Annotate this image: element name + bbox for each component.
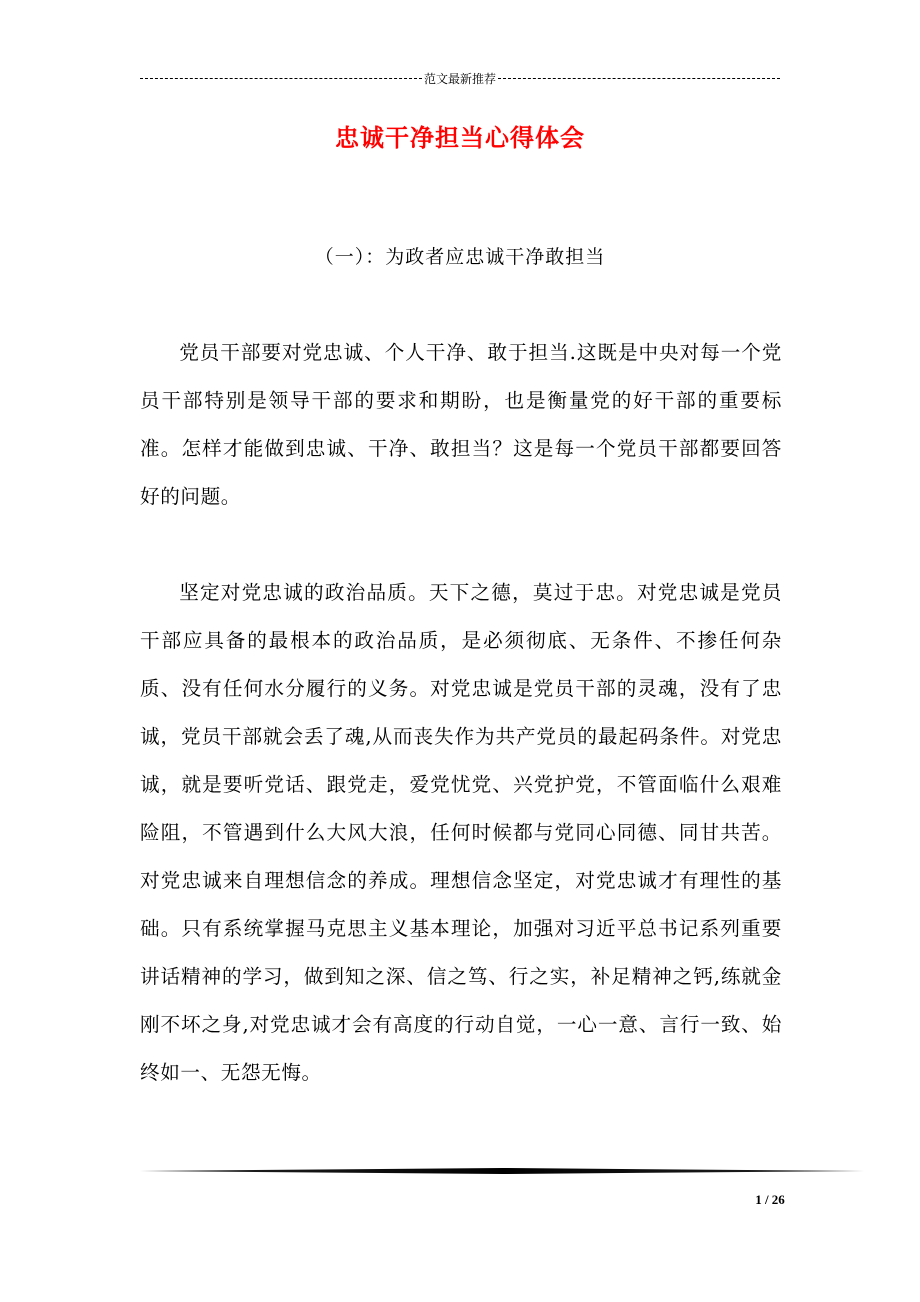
body-paragraph-1: 党员干部要对党忠诚、个人干净、敢于担当.这既是中央对每一个党员干部特别是领导干部的要求和期盼，也是衡量党的好干部的重要标准。怎样才能做到忠诚、干净、敢担当？这是每一个党员干部都要回答好的问题。 — [140, 341, 782, 508]
page-number: 1 / 26 — [755, 1192, 785, 1207]
body-paragraph-2: 坚定对党忠诚的政治品质。天下之德，莫过于忠。对党忠诚是党员干部应具备的最根本的政治品质，是必须彻底、无条件、不掺任何杂质、没有任何水分履行的义务。对党忠诚是党员干部的灵魂，没有了忠诚，党员干部就会丢了魂,从而丧失作为共产党员的最起码条件。对党忠诚，就是要听党话、跟党走，爱党忧党、兴党护党，不管面临什么艰难险阻，不管遇到什么大风大浪，任何时候都与党同心同德、同甘共苦。对党忠诚来自理想信念的养成。理想信念坚定，对党忠诚才有理性的基础。只有系统掌握马克思主义基本理论，加强对习近平总书记系列重要讲话精神的学习，做到知之深、信之笃、行之实，补足精神之钙,练就金刚不坏之身,对党忠诚才会有高度的行动自觉，一心一意、言行一致、始终如一、无怨无悔。 — [140, 581, 782, 1084]
section-subtitle: （一）：为政者应忠诚干净敢担当 — [314, 246, 606, 268]
header-dashed-rule-right — [498, 78, 780, 79]
header-label: 范文最新推荐 — [424, 71, 497, 86]
page-header — [140, 68, 780, 88]
footer-divider — [140, 1168, 864, 1174]
header-dashed-rule-left — [140, 78, 422, 79]
document-title: 忠诚干净担当心得体会 — [335, 124, 585, 152]
